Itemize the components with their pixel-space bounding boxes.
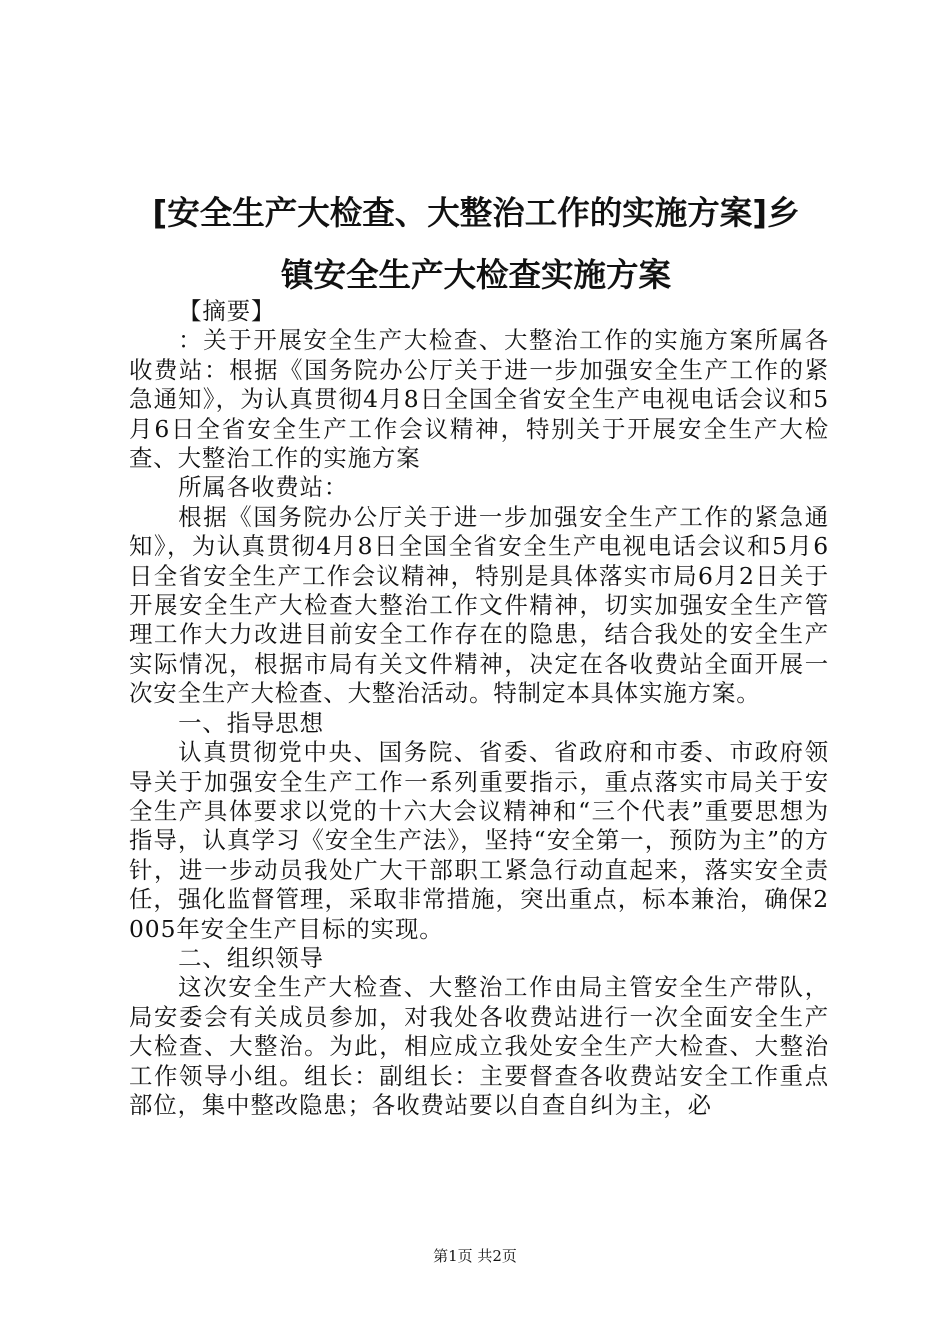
intro-paragraph: 根据《国务院办公厅关于进一步加强安全生产工作的紧急通知》，为认真贯彻4月8日全国全省安全生产电视电话会议和5月6日全省安全生产工作会议精神，特别是具体落实市局6月2日关于开展安全生产大检查大整治工作文件精神，切实加强安全生产管理工作大力改进目前安全工作存在的隐患，结合我处的安全生产实际情况，根据市局有关文件精神，决定在各收费站全面开展一次安全生产大检查、大整治活动。特制定本具体实施方案。 (129, 502, 829, 708)
document-title (120, 182, 832, 306)
guiding-thought-paragraph: 认真贯彻党中央、国务院、省委、省政府和市委、市政府领导关于加强安全生产工作一系列重要指示，重点落实市局关于安全生产具体要求以党的十六大会议精神和“三个代表”重要思想为指导，认真学习《安全生产法》，坚持“安全第一，预防为主”的方针，进一步动员我处广大干部职工紧急行动直起来，落实安全责任，强化监督管理，采取非常措施，突出重点，标本兼治，确保2005年安全生产目标的实现。 (129, 738, 829, 943)
addressee-line: 所属各收费站： (178, 473, 349, 502)
abstract-label: 【摘要】 (178, 297, 276, 325)
title-line-2: 镇安全生产大检查实施方案 (280, 256, 671, 294)
organization-paragraph: 这次安全生产大检查、大整治工作由局主管安全生产带队，局安委会有关成员参加，对我处各收费站进行一次全面安全生产大检查、大整治。为此，相应成立我处安全生产大检查、大整治工作领导小组。组长：副组长：主要督查各收费站安全工作重点部位，集中整改隐患；各收费站要以自查自纠为主，必 (129, 973, 829, 1119)
document-body (129, 297, 829, 1120)
title-line-1: [安全生产大检查、大整治工作的实施方案]乡 (152, 194, 800, 232)
section-heading-guiding-thought: 一、指导思想 (178, 708, 324, 737)
abstract-paragraph: ：关于开展安全生产大检查、大整治工作的实施方案所属各收费站：根据《国务院办公厅关于进一步加强安全生产工作的紧急通知》，为认真贯彻4月8日全国全省安全生产电视电话会议和5月6日全省安全生产工作会议精神，特别关于开展安全生产大检查、大整治工作的实施方案 (129, 326, 829, 473)
section-heading-organization: 二、组织领导 (178, 943, 324, 972)
page-footer: 第1页 共2页 (433, 1247, 517, 1265)
